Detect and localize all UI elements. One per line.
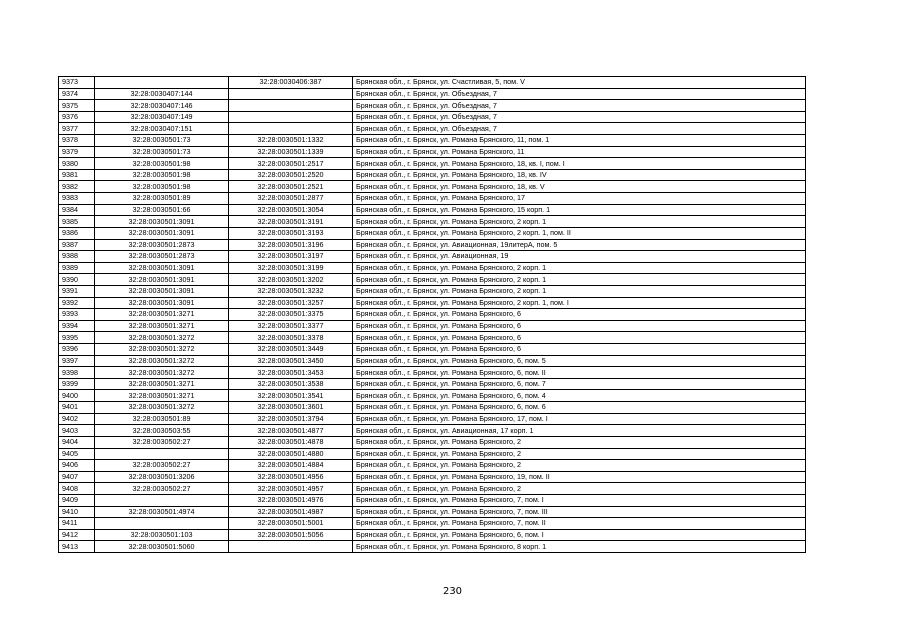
row-number-cell: 9386 xyxy=(59,227,95,239)
old-cadastral-number-cell: 32:28:0030501:89 xyxy=(95,413,229,425)
old-cadastral-number-cell xyxy=(95,448,229,460)
old-cadastral-number-cell: 32:28:0030501:3271 xyxy=(95,390,229,402)
new-cadastral-number-cell: 32:28:0030501:3601 xyxy=(229,402,353,414)
row-number-cell: 9379 xyxy=(59,146,95,158)
address-cell: Брянская обл., г. Брянск, ул. Романа Брянского, 6, пом. 6 xyxy=(353,402,806,414)
new-cadastral-number-cell: 32:28:0030501:1332 xyxy=(229,135,353,147)
new-cadastral-number-cell: 32:28:0030501:5001 xyxy=(229,518,353,530)
table-row xyxy=(59,309,806,321)
old-cadastral-number-cell: 32:28:0030501:98 xyxy=(95,169,229,181)
table-row xyxy=(59,494,806,506)
row-number-cell: 9394 xyxy=(59,320,95,332)
old-cadastral-number-cell: 32:28:0030501:3272 xyxy=(95,402,229,414)
old-cadastral-number-cell xyxy=(95,77,229,89)
new-cadastral-number-cell: 32:28:0030501:3538 xyxy=(229,378,353,390)
address-cell: Брянская обл., г. Брянск, ул. Романа Брянского, 2 корп. 1 xyxy=(353,216,806,228)
row-number-cell: 9408 xyxy=(59,483,95,495)
new-cadastral-number-cell: 32:28:0030501:4957 xyxy=(229,483,353,495)
address-cell: Брянская обл., г. Брянск, ул. Романа Брянского, 2 xyxy=(353,436,806,448)
new-cadastral-number-cell: 32:28:0030501:3375 xyxy=(229,309,353,321)
row-number-cell: 9398 xyxy=(59,367,95,379)
row-number-cell: 9399 xyxy=(59,378,95,390)
row-number-cell: 9396 xyxy=(59,344,95,356)
address-cell: Брянская обл., г. Брянск, ул. Романа Брянского, 19, пом. II xyxy=(353,471,806,483)
old-cadastral-number-cell: 32:28:0030501:73 xyxy=(95,135,229,147)
table-row xyxy=(59,436,806,448)
address-cell: Брянская обл., г. Брянск, ул. Романа Брянского, 18, кв. V xyxy=(353,181,806,193)
address-cell: Брянская обл., г. Брянск, ул. Объездная, 7 xyxy=(353,88,806,100)
table-row xyxy=(59,413,806,425)
table-row xyxy=(59,320,806,332)
address-cell: Брянская обл., г. Брянск, ул. Романа Брянского, 6, пом. 7 xyxy=(353,378,806,390)
table-row xyxy=(59,146,806,158)
address-cell: Брянская обл., г. Брянск, ул. Романа Брянского, 2 корп. 1 xyxy=(353,274,806,286)
row-number-cell: 9404 xyxy=(59,436,95,448)
address-cell: Брянская обл., г. Брянск, ул. Романа Брянского, 6, пом. 5 xyxy=(353,355,806,367)
old-cadastral-number-cell: 32:28:0030501:3091 xyxy=(95,227,229,239)
new-cadastral-number-cell: 32:28:0030501:4878 xyxy=(229,436,353,448)
address-cell: Брянская обл., г. Брянск, ул. Романа Брянского, 18, кв. IV xyxy=(353,169,806,181)
row-number-cell: 9387 xyxy=(59,239,95,251)
new-cadastral-number-cell: 32:28:0030501:4956 xyxy=(229,471,353,483)
old-cadastral-number-cell: 32:28:0030502:27 xyxy=(95,436,229,448)
row-number-cell: 9389 xyxy=(59,262,95,274)
address-cell: Брянская обл., г. Брянск, ул. Романа Брянского, 11 xyxy=(353,146,806,158)
row-number-cell: 9397 xyxy=(59,355,95,367)
old-cadastral-number-cell: 32:28:0030501:3272 xyxy=(95,355,229,367)
new-cadastral-number-cell: 32:28:0030501:2517 xyxy=(229,158,353,170)
row-number-cell: 9388 xyxy=(59,251,95,263)
new-cadastral-number-cell: 32:28:0030501:4976 xyxy=(229,494,353,506)
old-cadastral-number-cell: 32:28:0030503:55 xyxy=(95,425,229,437)
address-cell: Брянская обл., г. Брянск, ул. Романа Брянского, 6, пом. 4 xyxy=(353,390,806,402)
new-cadastral-number-cell: 32:28:0030501:2520 xyxy=(229,169,353,181)
row-number-cell: 9402 xyxy=(59,413,95,425)
old-cadastral-number-cell xyxy=(95,494,229,506)
old-cadastral-number-cell: 32:28:0030501:66 xyxy=(95,204,229,216)
new-cadastral-number-cell: 32:28:0030501:4987 xyxy=(229,506,353,518)
table-row xyxy=(59,77,806,89)
new-cadastral-number-cell: 32:28:0030501:4884 xyxy=(229,460,353,472)
address-cell: Брянская обл., г. Брянск, ул. Романа Брянского, 6, пом. I xyxy=(353,529,806,541)
row-number-cell: 9377 xyxy=(59,123,95,135)
new-cadastral-number-cell: 32:28:0030501:3197 xyxy=(229,251,353,263)
address-cell: Брянская обл., г. Брянск, ул. Авиационная, 17 корп. 1 xyxy=(353,425,806,437)
address-cell: Брянская обл., г. Брянск, ул. Счастливая, 5, пом. V xyxy=(353,77,806,89)
table-row xyxy=(59,483,806,495)
address-cell: Брянская обл., г. Брянск, ул. Романа Брянского, 6, пом. II xyxy=(353,367,806,379)
address-cell: Брянская обл., г. Брянск, ул. Романа Брянского, 7, пом. II xyxy=(353,518,806,530)
new-cadastral-number-cell xyxy=(229,123,353,135)
new-cadastral-number-cell: 32:28:0030501:2521 xyxy=(229,181,353,193)
table-row xyxy=(59,274,806,286)
table-row xyxy=(59,216,806,228)
old-cadastral-number-cell: 32:28:0030407:151 xyxy=(95,123,229,135)
registry-table-body xyxy=(59,77,806,553)
old-cadastral-number-cell: 32:28:0030501:3271 xyxy=(95,378,229,390)
table-row xyxy=(59,239,806,251)
row-number-cell: 9391 xyxy=(59,285,95,297)
row-number-cell: 9375 xyxy=(59,100,95,112)
address-cell: Брянская обл., г. Брянск, ул. Романа Брянского, 2 xyxy=(353,483,806,495)
table-row xyxy=(59,332,806,344)
table-row xyxy=(59,367,806,379)
address-cell: Брянская обл., г. Брянск, ул. Авиационная, 19литерА, пом. 5 xyxy=(353,239,806,251)
address-cell: Брянская обл., г. Брянск, ул. Романа Брянского, 6 xyxy=(353,309,806,321)
row-number-cell: 9401 xyxy=(59,402,95,414)
old-cadastral-number-cell: 32:28:0030501:3091 xyxy=(95,216,229,228)
address-cell: Брянская обл., г. Брянск, ул. Романа Брянского, 2 корп. 1, пом. II xyxy=(353,227,806,239)
new-cadastral-number-cell: 32:28:0030501:3202 xyxy=(229,274,353,286)
table-row xyxy=(59,378,806,390)
old-cadastral-number-cell: 32:28:0030502:27 xyxy=(95,483,229,495)
table-row xyxy=(59,297,806,309)
address-cell: Брянская обл., г. Брянск, ул. Авиационная, 19 xyxy=(353,251,806,263)
row-number-cell: 9373 xyxy=(59,77,95,89)
new-cadastral-number-cell: 32:28:0030501:3054 xyxy=(229,204,353,216)
table-row xyxy=(59,158,806,170)
old-cadastral-number-cell: 32:28:0030501:5060 xyxy=(95,541,229,553)
new-cadastral-number-cell xyxy=(229,541,353,553)
old-cadastral-number-cell: 32:28:0030501:3272 xyxy=(95,332,229,344)
row-number-cell: 9382 xyxy=(59,181,95,193)
old-cadastral-number-cell: 32:28:0030501:89 xyxy=(95,193,229,205)
table-row xyxy=(59,100,806,112)
table-row xyxy=(59,111,806,123)
old-cadastral-number-cell: 32:28:0030501:3271 xyxy=(95,320,229,332)
new-cadastral-number-cell xyxy=(229,100,353,112)
table-row xyxy=(59,135,806,147)
new-cadastral-number-cell: 32:28:0030501:1339 xyxy=(229,146,353,158)
old-cadastral-number-cell: 32:28:0030501:3272 xyxy=(95,344,229,356)
new-cadastral-number-cell: 32:28:0030501:3196 xyxy=(229,239,353,251)
old-cadastral-number-cell xyxy=(95,518,229,530)
old-cadastral-number-cell: 32:28:0030501:2873 xyxy=(95,239,229,251)
table-row xyxy=(59,204,806,216)
address-cell: Брянская обл., г. Брянск, ул. Романа Брянского, 6 xyxy=(353,332,806,344)
row-number-cell: 9406 xyxy=(59,460,95,472)
new-cadastral-number-cell: 32:28:0030501:3541 xyxy=(229,390,353,402)
row-number-cell: 9378 xyxy=(59,135,95,147)
old-cadastral-number-cell: 32:28:0030407:144 xyxy=(95,88,229,100)
address-cell: Брянская обл., г. Брянск, ул. Романа Брянского, 6 xyxy=(353,344,806,356)
address-cell: Брянская обл., г. Брянск, ул. Романа Брянского, 17, пом. I xyxy=(353,413,806,425)
table-row xyxy=(59,471,806,483)
old-cadastral-number-cell: 32:28:0030407:146 xyxy=(95,100,229,112)
row-number-cell: 9384 xyxy=(59,204,95,216)
table-row xyxy=(59,460,806,472)
table-row xyxy=(59,181,806,193)
row-number-cell: 9405 xyxy=(59,448,95,460)
address-cell: Брянская обл., г. Брянск, ул. Романа Брянского, 2 корп. 1, пом. I xyxy=(353,297,806,309)
old-cadastral-number-cell: 32:28:0030501:3206 xyxy=(95,471,229,483)
old-cadastral-number-cell: 32:28:0030501:98 xyxy=(95,181,229,193)
table-row xyxy=(59,123,806,135)
row-number-cell: 9383 xyxy=(59,193,95,205)
row-number-cell: 9381 xyxy=(59,169,95,181)
new-cadastral-number-cell: 32:28:0030501:3232 xyxy=(229,285,353,297)
address-cell: Брянская обл., г. Брянск, ул. Романа Брянского, 7, пом. I xyxy=(353,494,806,506)
address-cell: Брянская обл., г. Брянск, ул. Романа Брянского, 11, пом. 1 xyxy=(353,135,806,147)
new-cadastral-number-cell: 32:28:0030501:3193 xyxy=(229,227,353,239)
table-row xyxy=(59,529,806,541)
old-cadastral-number-cell: 32:28:0030501:98 xyxy=(95,158,229,170)
new-cadastral-number-cell: 32:28:0030501:2877 xyxy=(229,193,353,205)
table-row xyxy=(59,88,806,100)
table-row xyxy=(59,193,806,205)
table-row xyxy=(59,506,806,518)
table-row xyxy=(59,251,806,263)
new-cadastral-number-cell xyxy=(229,111,353,123)
address-cell: Брянская обл., г. Брянск, ул. Объездная, 7 xyxy=(353,111,806,123)
address-cell: Брянская обл., г. Брянск, ул. Романа Брянского, 2 корп. 1 xyxy=(353,262,806,274)
table-row xyxy=(59,390,806,402)
old-cadastral-number-cell: 32:28:0030501:3091 xyxy=(95,297,229,309)
table-row xyxy=(59,518,806,530)
address-cell: Брянская обл., г. Брянск, ул. Романа Брянского, 7, пом. III xyxy=(353,506,806,518)
old-cadastral-number-cell: 32:28:0030501:3271 xyxy=(95,309,229,321)
address-cell: Брянская обл., г. Брянск, ул. Романа Брянского, 15 корп. 1 xyxy=(353,204,806,216)
new-cadastral-number-cell: 32:28:0030501:3191 xyxy=(229,216,353,228)
row-number-cell: 9411 xyxy=(59,518,95,530)
old-cadastral-number-cell: 32:28:0030501:103 xyxy=(95,529,229,541)
table-row xyxy=(59,262,806,274)
table-row xyxy=(59,285,806,297)
new-cadastral-number-cell: 32:28:0030501:4877 xyxy=(229,425,353,437)
table-row xyxy=(59,541,806,553)
row-number-cell: 9392 xyxy=(59,297,95,309)
new-cadastral-number-cell: 32:28:0030501:3378 xyxy=(229,332,353,344)
table-row xyxy=(59,402,806,414)
page-number: 230 xyxy=(442,586,463,597)
new-cadastral-number-cell: 32:28:0030501:3377 xyxy=(229,320,353,332)
old-cadastral-number-cell: 32:28:0030501:3091 xyxy=(95,262,229,274)
new-cadastral-number-cell: 32:28:0030501:3794 xyxy=(229,413,353,425)
new-cadastral-number-cell: 32:28:0030501:3453 xyxy=(229,367,353,379)
old-cadastral-number-cell: 32:28:0030501:3091 xyxy=(95,285,229,297)
row-number-cell: 9403 xyxy=(59,425,95,437)
address-cell: Брянская обл., г. Брянск, ул. Романа Брянского, 8 корп. 1 xyxy=(353,541,806,553)
new-cadastral-number-cell: 32:28:0030501:3257 xyxy=(229,297,353,309)
address-cell: Брянская обл., г. Брянск, ул. Романа Брянского, 6 xyxy=(353,320,806,332)
address-cell: Брянская обл., г. Брянск, ул. Романа Брянского, 2 xyxy=(353,448,806,460)
row-number-cell: 9395 xyxy=(59,332,95,344)
row-number-cell: 9409 xyxy=(59,494,95,506)
new-cadastral-number-cell: 32:28:0030501:4880 xyxy=(229,448,353,460)
row-number-cell: 9412 xyxy=(59,529,95,541)
table-row xyxy=(59,227,806,239)
row-number-cell: 9410 xyxy=(59,506,95,518)
old-cadastral-number-cell: 32:28:0030407:149 xyxy=(95,111,229,123)
address-cell: Брянская обл., г. Брянск, ул. Романа Брянского, 2 xyxy=(353,460,806,472)
table-row xyxy=(59,355,806,367)
new-cadastral-number-cell: 32:28:0030406:387 xyxy=(229,77,353,89)
old-cadastral-number-cell: 32:28:0030502:27 xyxy=(95,460,229,472)
new-cadastral-number-cell: 32:28:0030501:5056 xyxy=(229,529,353,541)
address-cell: Брянская обл., г. Брянск, ул. Романа Брянского, 2 корп. 1 xyxy=(353,285,806,297)
row-number-cell: 9407 xyxy=(59,471,95,483)
address-cell: Брянская обл., г. Брянск, ул. Романа Брянского, 18, кв. I, пом. I xyxy=(353,158,806,170)
address-cell: Брянская обл., г. Брянск, ул. Романа Брянского, 17 xyxy=(353,193,806,205)
row-number-cell: 9400 xyxy=(59,390,95,402)
row-number-cell: 9413 xyxy=(59,541,95,553)
old-cadastral-number-cell: 32:28:0030501:3272 xyxy=(95,367,229,379)
row-number-cell: 9390 xyxy=(59,274,95,286)
row-number-cell: 9385 xyxy=(59,216,95,228)
new-cadastral-number-cell: 32:28:0030501:3450 xyxy=(229,355,353,367)
row-number-cell: 9376 xyxy=(59,111,95,123)
address-cell: Брянская обл., г. Брянск, ул. Объездная, 7 xyxy=(353,123,806,135)
old-cadastral-number-cell: 32:28:0030501:3091 xyxy=(95,274,229,286)
table-row xyxy=(59,169,806,181)
registry-table xyxy=(58,76,806,553)
table-row xyxy=(59,448,806,460)
old-cadastral-number-cell: 32:28:0030501:2873 xyxy=(95,251,229,263)
old-cadastral-number-cell: 32:28:0030501:73 xyxy=(95,146,229,158)
table-row xyxy=(59,425,806,437)
row-number-cell: 9393 xyxy=(59,309,95,321)
table-row xyxy=(59,344,806,356)
new-cadastral-number-cell: 32:28:0030501:3199 xyxy=(229,262,353,274)
address-cell: Брянская обл., г. Брянск, ул. Объездная, 7 xyxy=(353,100,806,112)
new-cadastral-number-cell xyxy=(229,88,353,100)
old-cadastral-number-cell: 32:28:0030501:4974 xyxy=(95,506,229,518)
row-number-cell: 9380 xyxy=(59,158,95,170)
row-number-cell: 9374 xyxy=(59,88,95,100)
new-cadastral-number-cell: 32:28:0030501:3449 xyxy=(229,344,353,356)
